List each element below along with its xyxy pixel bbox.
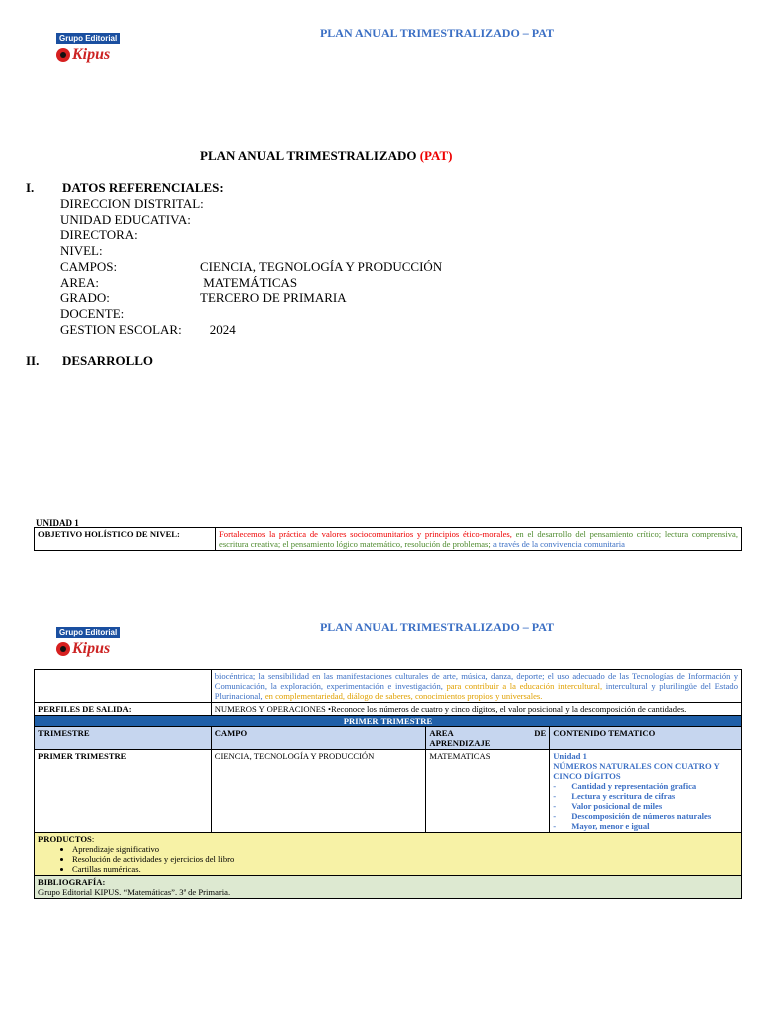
objective-text-green: en el desarrollo del pensamiento crítico; lectura comprensiva, escritura creativa; el pensamiento lógico matemático, resolución de problemas; — [219, 529, 738, 549]
table-row — [35, 750, 742, 833]
table-row — [35, 716, 742, 727]
logo-band: Grupo Editorial — [56, 627, 120, 638]
page-header-title: PLAN ANUAL TRIMESTRALIZADO – PAT — [319, 26, 555, 40]
field-value: MATEMÁTICAS — [200, 274, 298, 290]
field-row — [60, 227, 442, 243]
objective-text — [216, 528, 742, 551]
header-area-b: APRENDIZAJE — [429, 738, 491, 748]
section-number: II. — [26, 353, 40, 368]
objective-continuation — [211, 670, 741, 703]
trimester-bar: PRIMER TRIMESTRE — [35, 716, 742, 727]
header-trimestre: TRIMESTRE — [35, 727, 212, 750]
content-topic: NÚMEROS NATURALES CON CUATRO Y CINCO DÍGITOS — [553, 761, 720, 781]
bibliography-text: Grupo Editorial KIPUS. “Matemáticas”. 3ª de Primaria. — [38, 887, 231, 897]
field-row — [60, 259, 442, 275]
field-label: GRADO: — [60, 290, 110, 306]
list-item: • Cartillas numéricas. — [72, 864, 738, 874]
page-header-title: PLAN ANUAL TRIMESTRALIZADO – PAT — [319, 620, 555, 634]
list-item: - Lectura y escritura de cifras — [553, 791, 738, 801]
list-item: • Resolución de actividades y ejercicios del libro — [72, 854, 738, 864]
field-row — [60, 275, 442, 291]
field-label: DOCENTE: — [60, 305, 125, 321]
logo-eye-icon — [56, 642, 70, 656]
continuation-orange: para contribuir a la educación intercultural, — [442, 681, 603, 691]
field-row — [60, 243, 442, 259]
field-row — [60, 322, 442, 338]
field-value: CIENCIA, TEGNOLOGÍA Y PRODUCCIÓN — [200, 258, 443, 274]
bibliography-label: BIBLIOGRAFÍA: — [38, 877, 106, 887]
field-label: UNIDAD EDUCATIVA: — [60, 211, 191, 227]
field-row — [60, 306, 442, 322]
header-area-a: AREA — [429, 728, 454, 738]
page-header — [0, 620, 768, 635]
logo-band: Grupo Editorial — [56, 33, 120, 44]
section-title: DATOS REFERENCIALES: — [62, 180, 224, 195]
objective-text-blue: a través de la convivencia comunitaria — [490, 539, 625, 549]
content-unit: Unidad 1 — [553, 751, 587, 761]
field-label: CAMPOS: — [60, 258, 118, 274]
objective-text-red: Fortalecemos la práctica de valores sociocomunitarios y principios ético-morales, — [219, 529, 512, 539]
header-campo: CAMPO — [211, 727, 426, 750]
list-item: - Descomposición de números naturales — [553, 811, 738, 821]
products-cell — [35, 833, 742, 876]
reference-data-list — [60, 196, 442, 337]
document-title-main: PLAN ANUAL TRIMESTRALIZADO — [200, 148, 420, 163]
document-title-acronym: (PAT) — [419, 148, 453, 163]
cell-contenido — [550, 750, 742, 833]
section-heading-desarrollo — [26, 353, 153, 369]
table-header-row — [35, 727, 742, 750]
table-row — [35, 833, 742, 876]
table-row — [35, 528, 742, 551]
section-heading-datos — [26, 180, 224, 196]
products-colon: : — [91, 834, 95, 844]
continuation-blue-2: intercultural y plurilingüe del Estado Plurinacional, — [214, 681, 738, 701]
field-label: GESTION ESCOLAR: — [60, 321, 182, 337]
profile-text: NUMEROS Y OPERACIONES •Reconoce los números de cuatro y cinco dígitos, el valor posicional y la descomposición de cantidades. — [211, 703, 741, 716]
table-cell — [35, 670, 212, 703]
continuation-blue: biocéntrica; la sensibilidad en las manifestaciones culturales de arte, música, danza, deporte; el uso adecuado de las Tecnologías de Información y Comunicación, la exploración, experimentación e investigación, — [214, 671, 738, 691]
field-label: AREA: — [60, 274, 99, 290]
field-label: NIVEL: — [60, 243, 103, 259]
section-number: I. — [26, 180, 35, 195]
logo-eye-icon — [56, 48, 70, 62]
unit-label: UNIDAD 1 — [36, 518, 79, 528]
cell-trimestre: PRIMER TRIMESTRE — [35, 750, 212, 833]
field-label: DIRECTORA: — [60, 227, 138, 243]
header-contenido: CONTENIDO TEMATICO — [550, 727, 742, 750]
logo-word: Kipus — [72, 46, 111, 63]
continuation-orange-2: en complementariedad, diálogo de saberes, conocimientos propios y universales. — [262, 691, 543, 701]
list-item: - Valor posicional de miles — [553, 801, 738, 811]
table-row — [35, 670, 742, 703]
objective-label: OBJETIVO HOLÍSTICO DE NIVEL: — [35, 528, 216, 551]
products-list — [38, 844, 738, 874]
logo-word: Kipus — [72, 640, 111, 657]
document-title — [200, 148, 452, 164]
cell-campo: CIENCIA, TECNOLOGÍA Y PRODUCCIÓN — [211, 750, 426, 833]
field-row — [60, 196, 442, 212]
table-row — [35, 703, 742, 716]
list-item: - Cantidad y representación grafica — [553, 781, 738, 791]
products-label: PRODUCTOS — [38, 834, 92, 844]
list-item: - Mayor, menor e igual — [553, 821, 738, 831]
table-row — [35, 876, 742, 899]
trimester-plan-table — [34, 669, 742, 899]
content-list — [553, 781, 738, 831]
cell-area: MATEMATICAS — [426, 750, 550, 833]
field-label: DIRECCION DISTRITAL: — [60, 196, 204, 211]
list-item: • Aprendizaje significativo — [72, 844, 738, 854]
page-header — [0, 26, 768, 41]
field-value: 2024 — [200, 321, 236, 337]
profile-label: PERFILES DE SALIDA: — [35, 703, 212, 716]
section-title: DESARROLLO — [62, 353, 154, 368]
field-row — [60, 212, 442, 228]
field-row — [60, 290, 442, 306]
header-area — [426, 727, 550, 750]
objective-table — [34, 527, 742, 551]
field-value: TERCERO DE PRIMARIA — [200, 290, 347, 306]
bibliography-cell — [35, 876, 742, 899]
header-area-de: DE — [534, 728, 547, 738]
